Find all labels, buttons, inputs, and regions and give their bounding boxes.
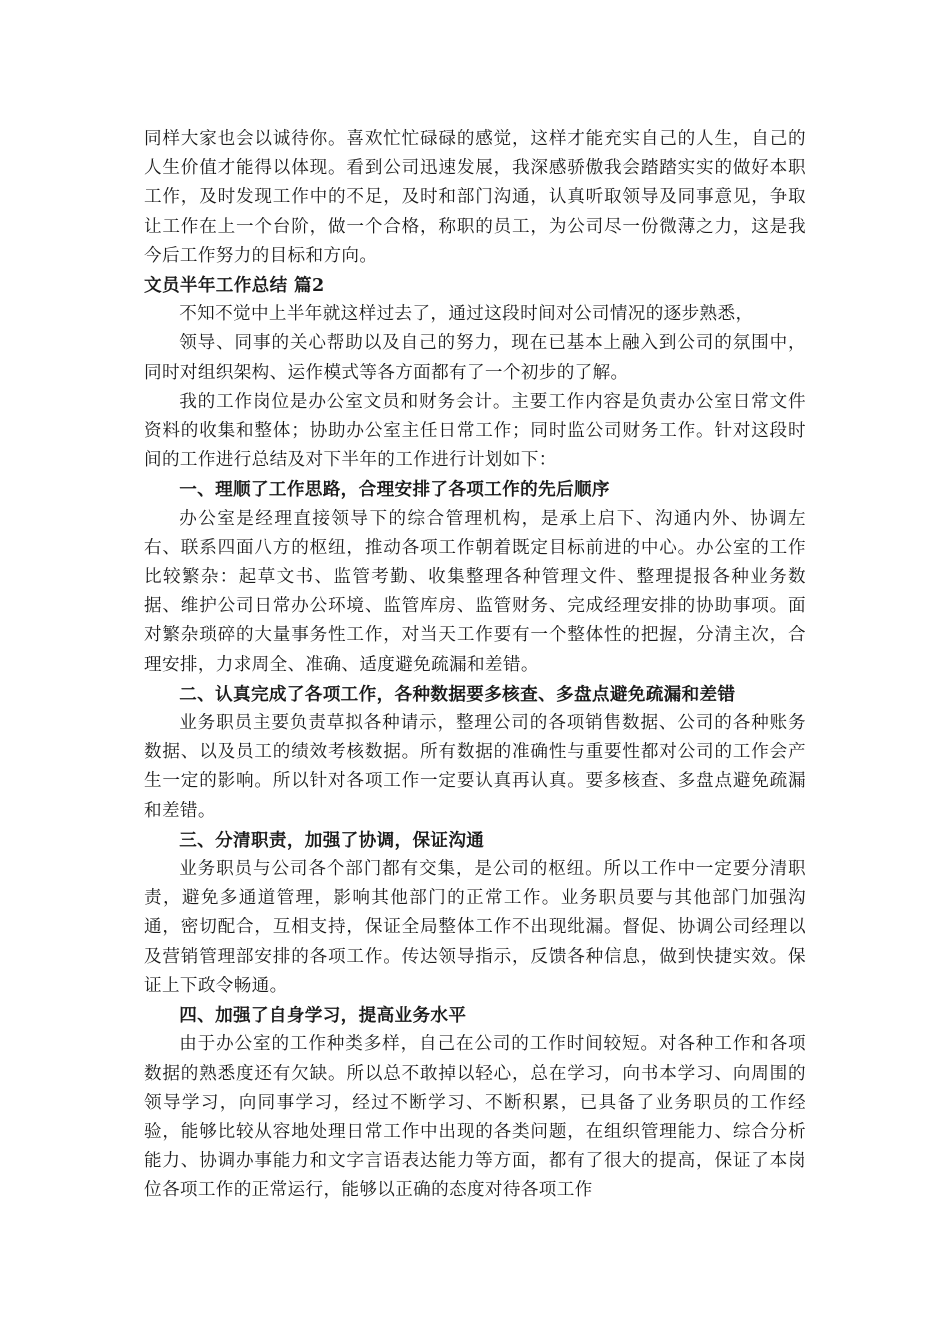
section-title: 文员半年工作总结 篇2 [144,275,325,297]
paragraph-item-2: 业务职员主要负责草拟各种请示，整理公司的各项销售数据、公司的各种账务数据、以及员工的绩效考核数据。所有数据的准确性与重要性都对公司的工作会产生一定的影响。所以针对各项工作一定要认真再认真。要多核查、多盘点避免疏漏和差错。 [144,713,806,821]
heading-item-3: 三、分清职责，加强了协调，保证沟通 [179,829,485,851]
paragraph-item-3: 业务职员与公司各个部门都有交集，是公司的枢纽。所以工作中一定要分清职责，避免多通道管理，影响其他部门的正常工作。业务职员要与其他部门加强沟通，密切配合，互相支持，保证全局整体工作不出现纰漏。督促、协调公司经理以及营销管理部安排的各项工作。传达领导指示，反馈各种信息，做到快捷实效。保证上下政令畅通。 [144,859,806,996]
heading-item-4: 四、加强了自身学习，提高业务水平 [179,1005,467,1027]
paragraph-item-4: 由于办公室的工作种类多样，自己在公司的工作时间较短。对各种工作和各项数据的熟悉度还有欠缺。所以总不敢掉以轻心，总在学习，向书本学习、向周围的领导学习，向同事学习，经过不断学习、不断积累，已具备了业务职员的工作经验，能够比较从容地处理日常工作中出现的各类问题，在组织管理能力、综合分析能力、协调办事能力和文字言语表达能力等方面，都有了很大的提高，保证了本岗位各项工作的正常运行，能够以正确的态度对待各项工作 [144,1034,806,1201]
paragraph-intro-continued: 领导、同事的关心帮助以及自己的努力，现在已基本上融入到公司的氛围中，同时对组织架构、运作模式等各方面都有了一个初步的了解。 [144,333,806,383]
heading-item-1: 一、理顺了工作思路，合理安排了各项工作的先后顺序 [179,479,610,501]
paragraph-item-1: 办公室是经理直接领导下的综合管理机构，是承上启下、沟通内外、协调左右、联系四面八方的枢纽，推动各项工作朝着既定目标前进的中心。办公室的工作比较繁杂：起草文书、监管考勤、收集整理各种管理文件、整理提报各种业务数据、维护公司日常办公环境、监管库房、监管财务、完成经理安排的协助事项。面对繁杂琐碎的大量事务性工作，对当天工作要有一个整体性的把握，分清主次，合理安排，力求周全、准确、适度避免疏漏和差错。 [144,508,806,675]
paragraph-intro: 不知不觉中上半年就这样过去了，通过这段时间对公司情况的逐步熟悉， [179,304,754,325]
paragraph-continuation: 同样大家也会以诚待你。喜欢忙忙碌碌的感觉，这样才能充实自己的人生，自己的人生价值才能得以体现。看到公司迅速发展，我深感骄傲我会踏踏实实的做好本职工作，及时发现工作中的不足，及时和部门沟通，认真听取领导及同事意见，争取让工作在上一个台阶，做一个合格，称职的员工，为公司尽一份微薄之力，这是我今后工作努力的目标和方向。 [144,129,806,266]
heading-item-2: 二、认真完成了各项工作，各种数据要多核查、多盘点避免疏漏和差错 [179,683,736,705]
document-body [144,125,806,1206]
paragraph-job-role: 我的工作岗位是办公室文员和财务会计。主要工作内容是负责办公室日常文件资料的收集和整体；协助办公室主任日常工作；同时监公司财务工作。针对这段时间的工作进行总结及对下半年的工作进行计划如下： [144,391,806,471]
